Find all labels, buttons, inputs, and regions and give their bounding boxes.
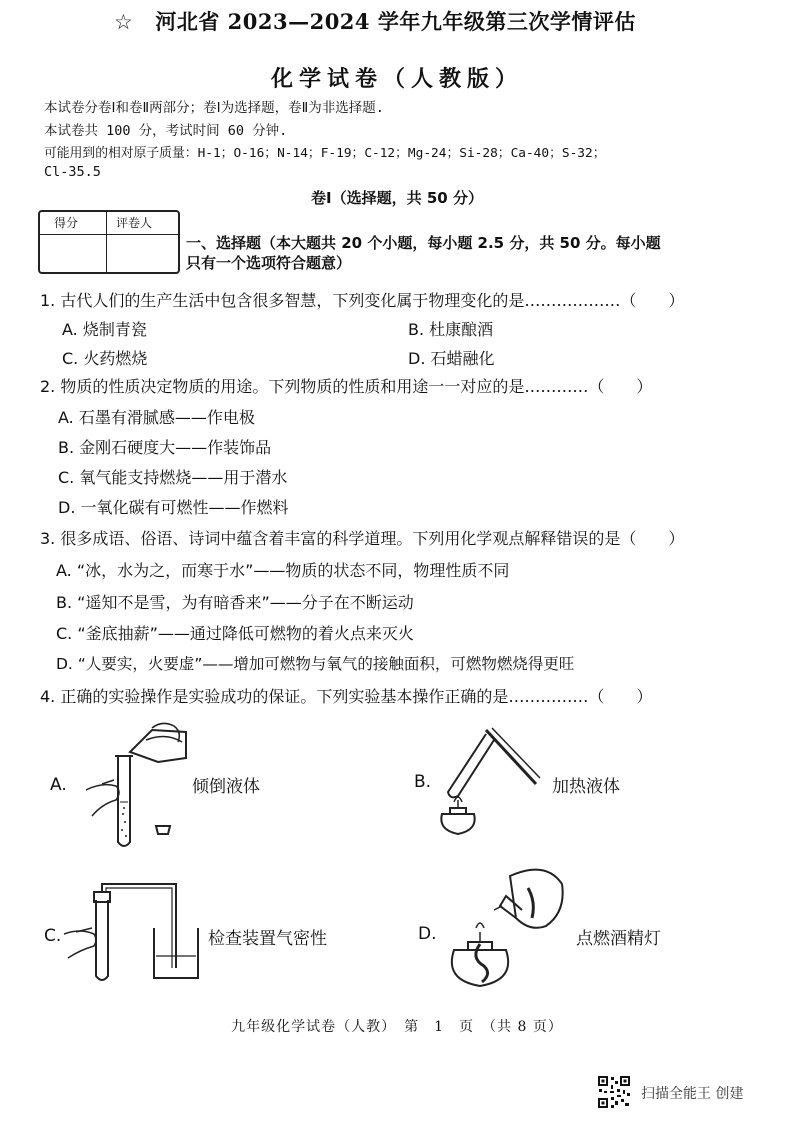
page-footer: 九年级化学试卷（人教） 第 1 页 （共 8 页）	[231, 1019, 563, 1035]
question-1-option-a: A. 烧制青瓷	[62, 320, 147, 339]
question-3-option-c: C. “釜底抽薪”——通过降低可燃物的着火点来灭火	[56, 624, 414, 643]
intro-line-1: 本试卷分卷Ⅰ和卷Ⅱ两部分；卷Ⅰ为选择题，卷Ⅱ为非选择题.	[44, 100, 384, 116]
star-icon: ☆	[114, 10, 134, 34]
question-3-option-d: D. “人要实，火要虚”——增加可燃物与氧气的接触面积，可燃物燃烧得更旺	[56, 655, 575, 673]
question-4-stem: 4. 正确的实验操作是实验成功的保证。下列实验基本操作正确的是……………（ ）	[40, 687, 653, 706]
score-box	[38, 210, 180, 274]
question-2-option-b: B. 金刚石硬度大——作装饰品	[58, 438, 272, 457]
figure-b-letter: B.	[414, 772, 432, 792]
pour-liquid-icon	[82, 722, 194, 850]
question-1-stem: 1. 古代人们的生产生活中包含很多智慧，下列变化属于物理变化的是………………（ ）	[40, 291, 685, 310]
light-alcohol-lamp-icon	[440, 862, 570, 992]
figure-a-letter: A.	[50, 775, 67, 795]
question-2-stem: 2. 物质的性质决定物质的用途。下列物质的性质和用途一一对应的是…………（ ）	[40, 377, 653, 396]
question-3-option-a: A. “冰，水为之，而寒于水”——物质的状态不同，物理性质不同	[56, 561, 510, 580]
airtightness-check-icon	[62, 878, 206, 986]
figure-d-letter: D.	[418, 924, 437, 944]
question-1-option-d: D. 石蜡融化	[408, 349, 495, 368]
figure-a-caption: 倾倒液体	[192, 777, 260, 797]
heat-liquid-icon	[428, 722, 542, 842]
part-heading-line-2: 只有一个选项符合题意）	[186, 254, 352, 272]
qr-code-icon	[597, 1075, 631, 1109]
figure-b-caption: 加热液体	[552, 777, 620, 797]
page-title-text: 河北省 2023—2024 学年九年级第三次学情评估	[155, 9, 636, 34]
question-3-option-b: B. “遥知不是雪，为有暗香来”——分子在不断运动	[56, 593, 414, 612]
question-2-option-c: C. 氧气能支持燃烧——用于潜水	[58, 468, 288, 487]
question-2-option-d: D. 一氧化碳有可燃性——作燃料	[58, 498, 289, 517]
paper-subtitle: 化学试卷（人教版）	[270, 66, 523, 92]
question-1-option-c: C. 火药燃烧	[62, 349, 148, 368]
figure-d-caption: 点燃酒精灯	[576, 929, 661, 949]
intro-line-4: Cl-35.5	[44, 164, 101, 180]
figure-c-caption: 检查装置气密性	[208, 929, 327, 949]
grader-label: 评卷人	[116, 216, 153, 230]
figure-c-letter: C.	[44, 926, 62, 946]
section-heading: 卷Ⅰ（选择题，共 50 分）	[311, 189, 483, 207]
scanner-watermark: 扫描全能王 创建	[641, 1086, 744, 1102]
question-2-option-a: A. 石墨有滑腻感——作电极	[58, 408, 255, 427]
intro-line-2: 本试卷共 100 分，考试时间 60 分钟.	[44, 123, 288, 139]
question-3-stem: 3. 很多成语、俗语、诗词中蕴含着丰富的科学道理。下列用化学观点解释错误的是（ ）	[40, 529, 685, 548]
score-label: 得分	[54, 216, 79, 230]
page-title	[116, 6, 636, 36]
part-heading-line-1: 一、选择题（本大题共 20 个小题，每小题 2.5 分，共 50 分。每小题	[186, 234, 661, 252]
intro-line-3: 可能用到的相对原子质量：H-1；O-16；N-14；F-19；C-12；Mg-24；Si-28；Ca-40；S-32；	[44, 146, 606, 161]
question-1-option-b: B. 杜康酿酒	[408, 320, 494, 339]
